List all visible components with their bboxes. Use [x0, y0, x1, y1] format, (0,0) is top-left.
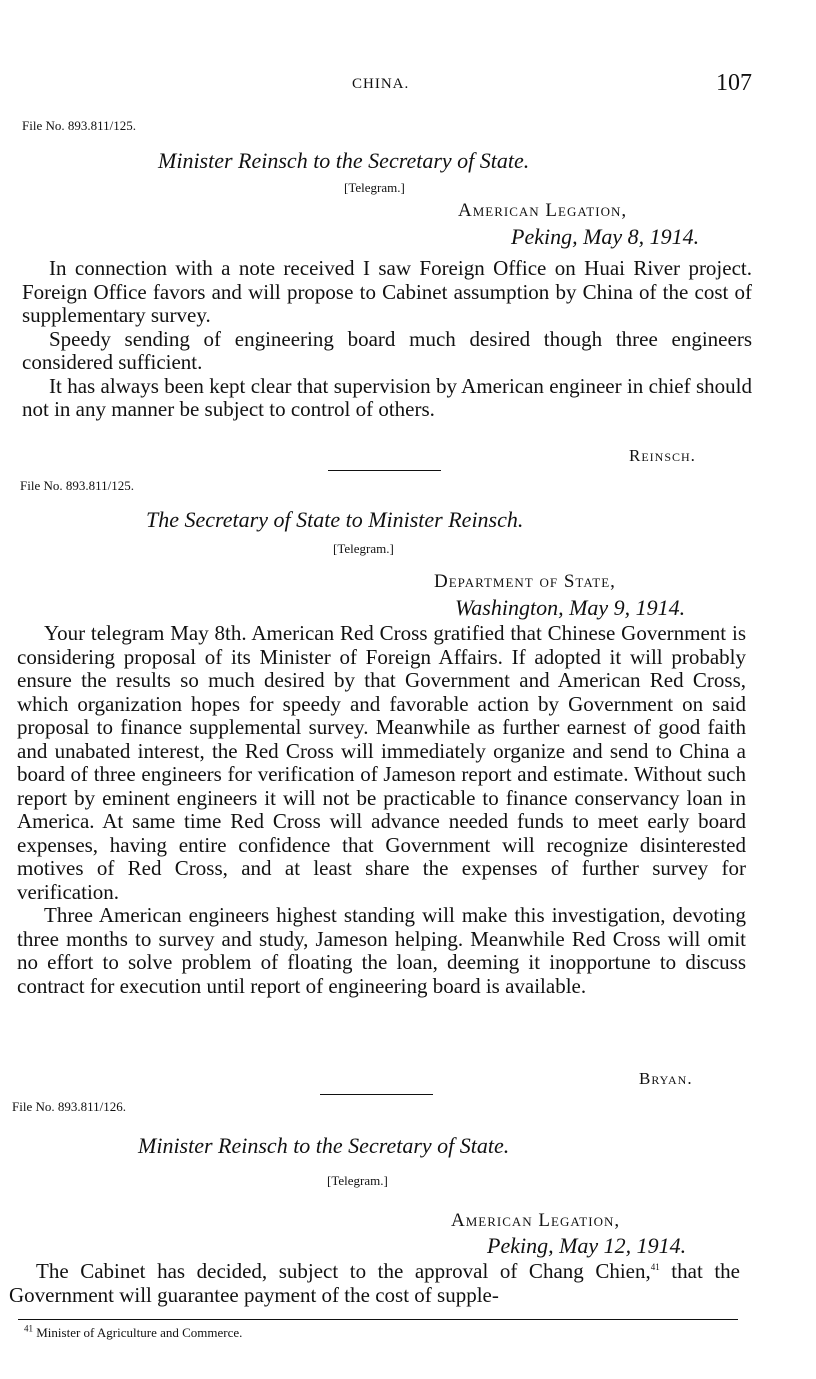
- footnote-text: Minister of Agriculture and Commerce.: [36, 1325, 243, 1340]
- message-body: [22, 257, 752, 422]
- document-title: Minister Reinsch to the Secretary of State.: [158, 148, 530, 173]
- paragraph: Three American engineers highest standing will make this investigation, devoting three months to survey and study, Jameson helping. Meanwhile Red Cross will omit no effort to solve problem of floating the loan, deeming it inopportune to discuss contract for execution until report of engineering board is available.: [17, 903, 746, 998]
- document-type: [Telegram.]: [333, 541, 394, 556]
- paragraph: Speedy sending of engineering board much desired though three engineers considered sufficient.: [22, 326, 752, 374]
- place-line: Department of State,: [434, 571, 616, 592]
- document-title: Minister Reinsch to the Secretary of State.: [138, 1133, 510, 1158]
- signature: Bryan.: [639, 1069, 693, 1088]
- paragraph-text: The Cabinet has decided, subject to the approval of Chang Chien,: [36, 1259, 651, 1283]
- document-type: [Telegram.]: [344, 180, 405, 195]
- paragraph: It has always been kept clear that supervision by American engineer in chief should not in any manner be subject to control of others.: [22, 373, 752, 421]
- page-number: 107: [716, 70, 752, 96]
- document-type: [Telegram.]: [327, 1173, 388, 1188]
- signature: Reinsch.: [629, 446, 696, 465]
- message-body: [9, 1260, 740, 1307]
- dateline: Peking, May 12, 1914.: [487, 1233, 687, 1258]
- paragraph: In connection with a note received I saw Foreign Office on Huai River project. Foreign Office favors and will propose to Cabinet assumption by China of the cost of supplementary survey.: [22, 256, 752, 327]
- paragraph-text-continued: that the Government will guarantee payment of the cost of supple-: [9, 1259, 740, 1307]
- section-divider: [320, 1094, 433, 1095]
- running-title: CHINA.: [352, 76, 410, 92]
- file-number: File No. 893.811/126.: [12, 1099, 126, 1114]
- paragraph: [9, 1260, 740, 1307]
- paragraph: Your telegram May 8th. American Red Cross gratified that Chinese Government is considering proposal of its Minister of Foreign Affairs. If adopted it will probably ensure the results so much desired by that Government and American Red Cross, which organization hopes for speedy and favorable action by Government on said proposal to finance supplemental survey. Meanwhile as further earnest of good faith and unabated interest, the Red Cross will immediately organize and send to China a board of three engineers for verification of Jameson report and estimate. Without such report by eminent engineers it will not be practicable to finance conservancy loan in America. At same time Red Cross will advance needed funds to meet early board expenses, having entire confidence that Government will recognize disinterested motives of Red Cross, and at least share the expenses of further survey for verification.: [17, 621, 746, 904]
- footnote-number: 41: [24, 1323, 33, 1334]
- place-line: American Legation,: [451, 1210, 621, 1231]
- dateline: Washington, May 9, 1914.: [455, 595, 686, 620]
- dateline: Peking, May 8, 1914.: [511, 224, 700, 249]
- file-number: File No. 893.811/125.: [22, 118, 136, 133]
- section-divider: [328, 470, 441, 471]
- footnote: [24, 1325, 242, 1341]
- footnote-reference: 41: [650, 1262, 660, 1272]
- place-line: American Legation,: [458, 200, 628, 221]
- file-number: File No. 893.811/125.: [20, 478, 134, 493]
- footnote-divider: [18, 1319, 738, 1320]
- document-title: The Secretary of State to Minister Reinsch.: [146, 507, 524, 532]
- message-body: [17, 622, 746, 998]
